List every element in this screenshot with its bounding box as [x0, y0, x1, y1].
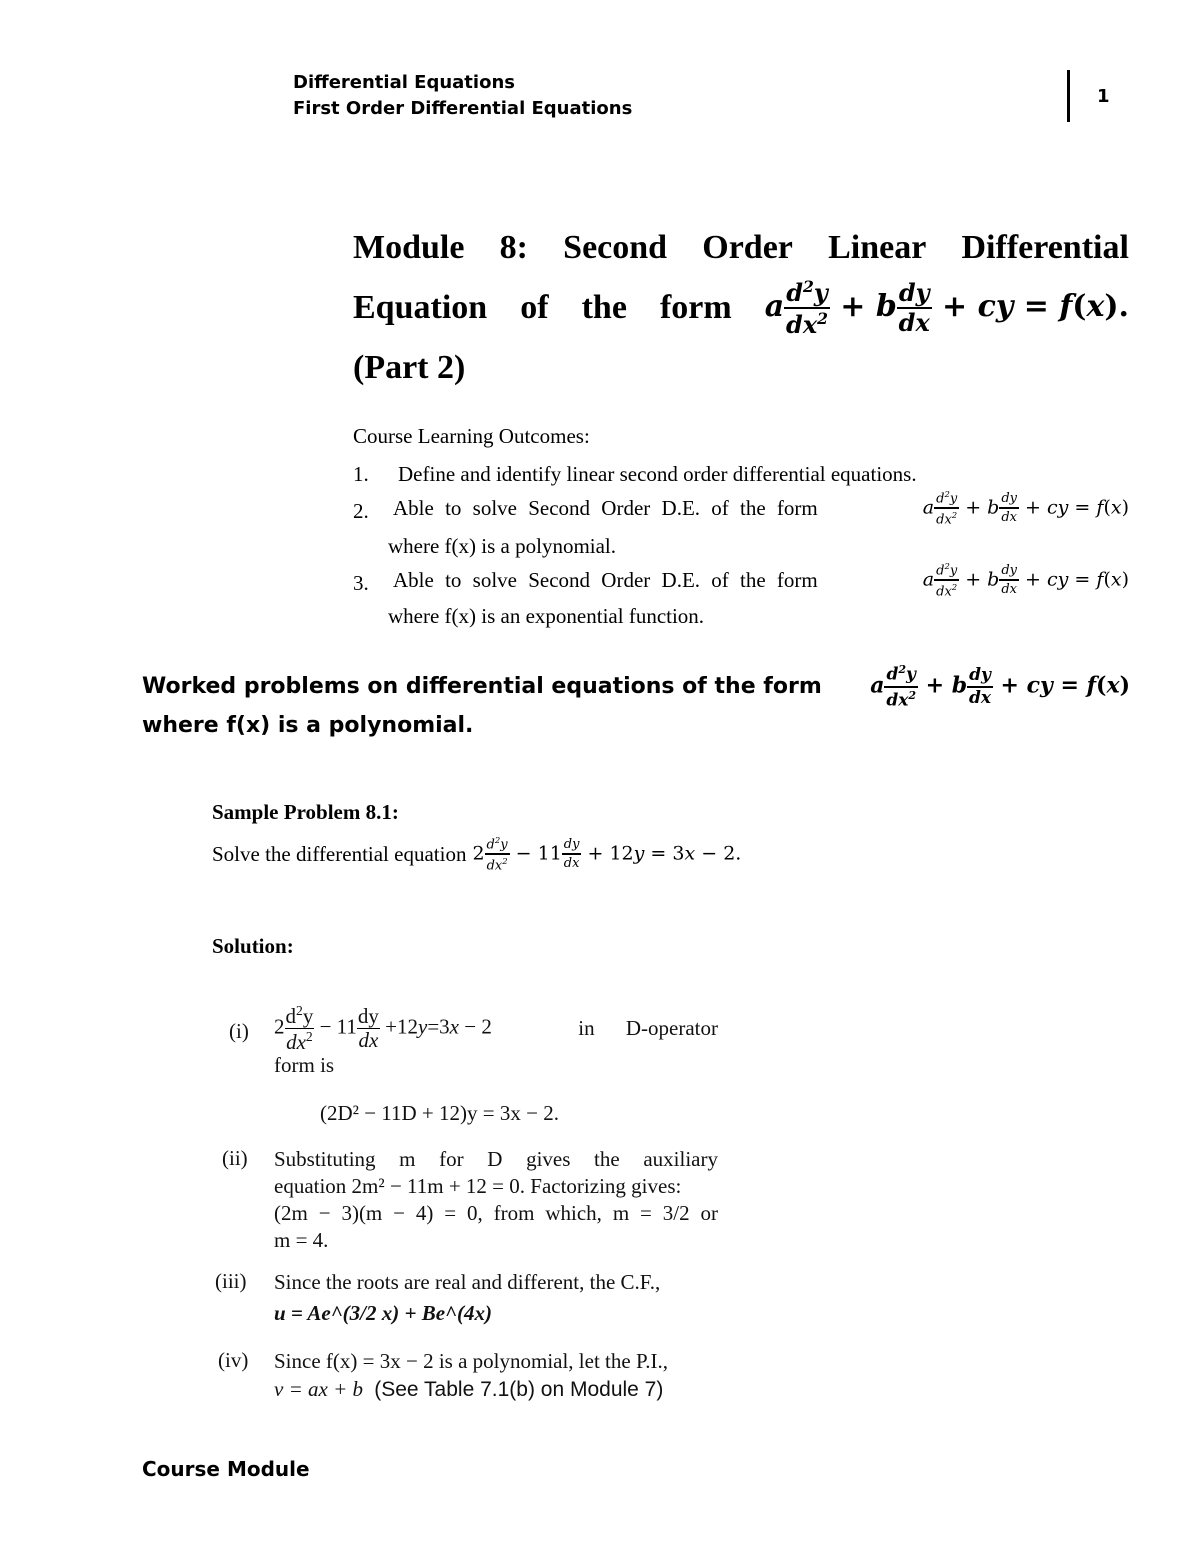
- title-word: Differential: [961, 229, 1129, 266]
- worked-heading-line-2: where f(x) is a polynomial.: [142, 713, 474, 739]
- step-iv-table-reference: (See Table 7.1(b) on Module 7): [374, 1378, 664, 1401]
- step-iii-line-1: Since the roots are real and different, the C.F.,: [274, 1270, 661, 1294]
- sample-problem-equation: 2 $\frac{d^2y}{dx^2}$ − 11 $\frac{dy}{dx}$ + 12y = 3x − 2.: [472, 835, 742, 874]
- outcome-text-continued: where f(x) is a polynomial.: [388, 534, 617, 558]
- title-word: Order: [702, 229, 793, 266]
- outcome-equation: a $\frac{d^2y}{dx^2}$ + b $\frac{dy}{dx}$ + cy = f(x): [922, 489, 1129, 528]
- outcome-equation: a $\frac{d^2y}{dx^2}$ + b $\frac{dy}{dx}$ + cy = f(x): [922, 561, 1129, 600]
- sample-problem-title: Sample Problem 8.1:: [212, 800, 399, 824]
- step-ii-line-4: m = 4.: [274, 1228, 329, 1252]
- outcome-text: Able to solve Second Order D.E. of the form: [393, 567, 818, 592]
- step-i-equation: 2 $\frac{d^2y}{dx^2}$ − 11 $\frac{dy}{dx}$ +12y=3x − 2 in D-operator: [274, 1002, 718, 1054]
- step-iv-line-1: Since f(x) = 3x − 2 is a polynomial, let the P.I.,: [274, 1349, 669, 1373]
- page-number: 1: [1097, 86, 1110, 107]
- step-iv-pi-form: v = ax + b: [274, 1377, 363, 1401]
- step-label: (iv): [218, 1348, 249, 1372]
- title-word: Linear: [828, 229, 927, 266]
- worked-heading-equation: a $\frac{d^2y}{dx^2}$ + b $\frac{dy}{dx}$ + cy = f(x): [870, 663, 1130, 711]
- title-word: Module: [353, 229, 465, 266]
- title-word: the: [581, 289, 627, 326]
- solution-heading: Solution:: [212, 934, 294, 958]
- header-line-2: First Order Differential Equations: [293, 98, 633, 119]
- step-label: (i): [229, 1019, 249, 1043]
- outcome-number: 3.: [353, 571, 369, 595]
- title-equation: a $\frac{d^2y}{dx^2}$ + b $\frac{dy}{dx}$ + cy = f(x).: [764, 277, 1129, 339]
- sample-problem-prompt: Solve the differential equation: [212, 841, 467, 866]
- footer-course-module: Course Module: [142, 1457, 310, 1481]
- header-divider: [1067, 70, 1070, 122]
- title-word: Second: [563, 229, 668, 266]
- title-line-1: [353, 220, 1129, 276]
- sample-problem-statement: [212, 836, 741, 873]
- title-line-3: (Part 2): [353, 349, 466, 386]
- outcome-text: Able to solve Second Order D.E. of the form: [393, 495, 818, 520]
- outcomes-heading: Course Learning Outcomes:: [353, 424, 590, 448]
- worked-heading-line-1: Worked problems on differential equations of the form: [142, 674, 822, 700]
- step-i-line-2: form is: [274, 1053, 335, 1077]
- outcome-item: [353, 490, 1129, 560]
- header-line-1: Differential Equations: [293, 72, 515, 93]
- title-word: Equation: [353, 289, 488, 326]
- title-word: 8:: [499, 229, 528, 266]
- outcome-text: Define and identify linear second order differential equations.: [398, 462, 917, 486]
- title-line-2: [353, 276, 1129, 340]
- outcome-item: [353, 462, 1129, 490]
- title-word: form: [659, 289, 732, 326]
- step-i-tail: in D-operator: [578, 1015, 718, 1040]
- worked-problems-heading: [142, 664, 1130, 738]
- outcome-text-continued: where f(x) is an exponential function.: [388, 604, 705, 628]
- step-ii-line-1: Substituting m for D gives the auxiliary: [274, 1147, 718, 1171]
- title-word: of: [520, 289, 549, 326]
- page-title: [353, 220, 1129, 396]
- step-iii-line-2: u = Ae^(3/2 x) + Be^(4x): [274, 1301, 492, 1325]
- step-label: (ii): [222, 1146, 248, 1170]
- step-ii-line-2: equation 2m² − 11m + 12 = 0. Factorizing gives:: [274, 1174, 682, 1198]
- outcome-item: [353, 562, 1129, 632]
- outcome-number: 2.: [353, 499, 369, 523]
- outcome-number: 1.: [353, 462, 369, 486]
- step-ii-line-3: (2m − 3)(m − 4) = 0, from which, m = 3/2 or: [274, 1201, 718, 1225]
- step-iv-line-2: [274, 1376, 734, 1403]
- step-i-operator-form: (2D² − 11D + 12)y = 3x − 2.: [320, 1101, 559, 1125]
- step-label: (iii): [215, 1269, 247, 1293]
